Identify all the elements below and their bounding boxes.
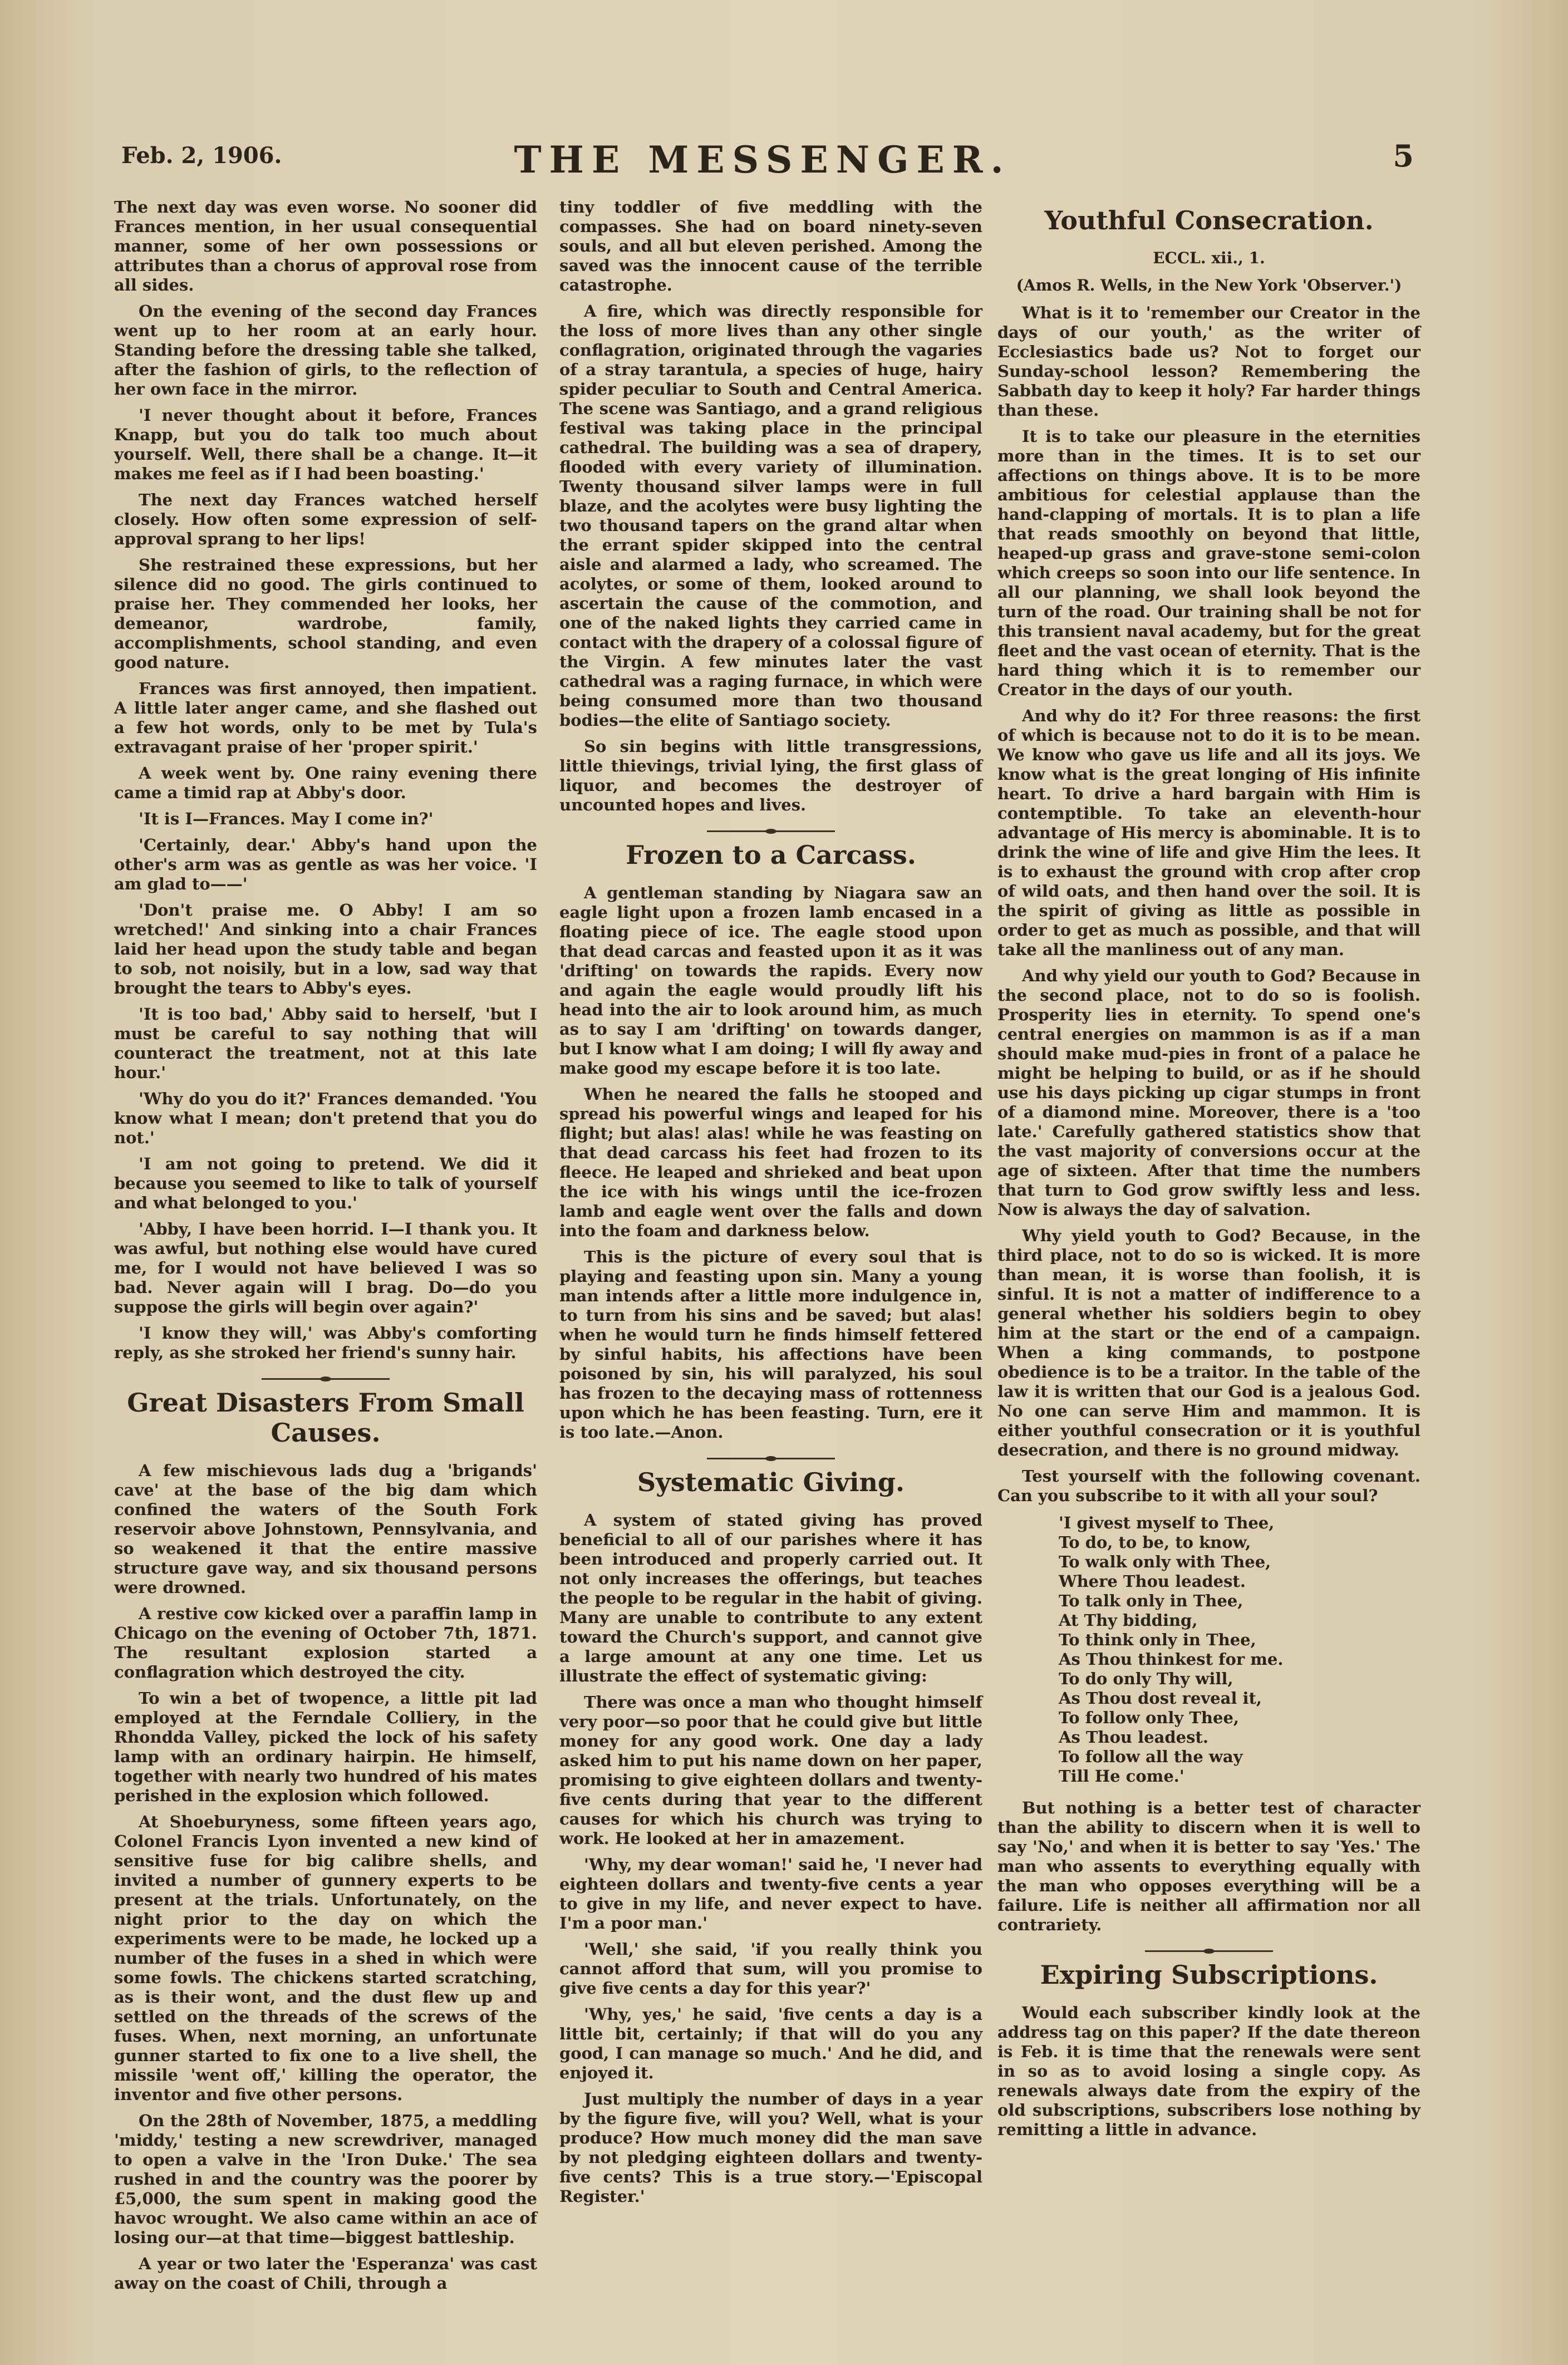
covenant-poem: [1059, 1513, 1420, 1786]
paragraph: To win a bet of twopence, a little pit lad employed at the Ferndale Colliery, in the Rhondda Valley, picked the lock of his safety lamp with an ordinary hairpin. He himself, together with nearly two hundred of his mates perished in the explosion which followed.: [114, 1689, 537, 1805]
paragraph: Why yield youth to God? Because, in the third place, not to do so is wicked. It is more than mean, it is worse than foolish, it is sinful. It is not a matter of indifference to a general whether his soldiers begin to obey him at the start or the end of a campaign. When a king commands, to postpone obedience is to be a traitor. In the table of the law it is written that our God is a jealous God. No one can serve Him and mammon. It is either youthful consecration or it is youthful desecration, and there is no ground midway.: [997, 1226, 1420, 1459]
poem-line: To do only Thy will,: [1059, 1669, 1233, 1688]
article-heading: Expiring Subscriptions.: [1040, 1960, 1378, 1990]
paragraph: 'I am not going to pretend. We did it because you seemed to like to talk of yourself and what belonged to you.': [114, 1154, 537, 1212]
paragraph: At Shoeburyness, some fifteen years ago, Colonel Francis Lyon invented a new kind of sensitive fuse for big calibre shells, and invited a number of gunnery experts to be present at the trials. Unfortunately, on the night prior to the day on which the experiments were to be made, he locked up a number of the fuses in a shed in which were some fowls. The chickens started scratching, as is their wont, and the dust flew up and settled on the threads of the screws of the fuses. When, next morning, an unfortunate gunner started to fix one to a live shell, the missile 'went off,' killing the operator, the inventor and five other persons.: [114, 1812, 537, 2104]
poem-line: As Thou dost reveal it,: [1059, 1689, 1262, 1708]
paragraph: Frances was first annoyed, then impatient. A little later anger came, and she flashed out a few hot words, only to be met by Tula's extravagant praise of her 'proper spirit.': [114, 679, 537, 756]
page-header: [111, 138, 1414, 188]
poem-line: Till He come.': [1059, 1767, 1184, 1786]
paragraph: And why do it? For three reasons: the first of which is because not to do it is to be mean. We know who gave us life and all its joys. We know what is the great longing of His infinite heart. To drive a hard bargain with Him is contemptible. To take an eleventh-hour advantage of His mercy is abominable. It is to drink the wine of life and give Him the lees. It is to exhaust the ground with crop after crop of wild oats, and then hand over the soil. It is the spirit of giving as little as possible in order to get as much as possible, and that will take all the manliness out of any man.: [997, 706, 1420, 959]
poem-line: To talk only in Thee,: [1059, 1591, 1243, 1610]
section-divider: [262, 1378, 390, 1380]
paragraph: This is the picture of every soul that is playing and feasting upon sin. Many a young man intends after a little more indulgence in, to turn from his sins and be saved; but alas! when he would turn he finds himself fettered by sinful habits, his affections have been poisoned by sin, his will paralyzed, his soul has frozen to the decaying mass of rottenness upon which he has been feasting. Turn, ere it is too late.—Anon.: [559, 1247, 982, 1442]
poem-line: To think only in Thee,: [1059, 1630, 1256, 1649]
article-heading: Frozen to a Carcass.: [626, 840, 916, 870]
paragraph: A restive cow kicked over a paraffin lamp in Chicago on the evening of October 7th, 1871. The resultant explosion started a conflagration which destroyed the city.: [114, 1604, 537, 1681]
section-divider: [1145, 1950, 1273, 1952]
column-3: [997, 198, 1420, 2146]
poem-line: 'I givest myself to Thee,: [1059, 1513, 1275, 1532]
column-2: [559, 198, 982, 2213]
paragraph: When he neared the falls he stooped and spread his powerful wings and leaped for his flight; but alas! alas! while he was feasting on that dead carcass his feet had frozen to its fleece. He leaped and shrieked and beat upon the ice with his wings until the ice-frozen lamb and eagle went over the falls and down into the foam and darkness below.: [559, 1085, 982, 1240]
paragraph: A year or two later the 'Esperanza' was cast away on the coast of Chili, through a: [114, 2254, 537, 2293]
article-heading: Great Disasters From Small Causes.: [127, 1388, 524, 1448]
paragraph: 'Abby, I have been horrid. I—I thank you. It was awful, but nothing else would have cured me, for I would not have believed I was so bad. Never again will I brag. Do—do you suppose the girls will begin over again?': [114, 1220, 537, 1316]
paragraph: 'Why, yes,' he said, 'five cents a day is a little bit, certainly; if that will do you any good, I can manage so much.' And he did, and enjoyed it.: [559, 2005, 982, 2082]
paragraph: On the evening of the second day Frances went up to her room at an early hour. Standing before the dressing table she talked, after the fashion of girls, to the reflection of her own face in the mirror.: [114, 302, 537, 399]
attribution: (Amos R. Wells, in the New York 'Observer.'): [1016, 276, 1402, 294]
paragraph: A gentleman standing by Niagara saw an eagle light upon a frozen lamb encased in a floating piece of ice. The eagle stood upon that dead carcas and feasted upon it as it was 'drifting' on towards the rapids. Every now and again the eagle would proudly lift his head into the air to look around him, as much as to say I am 'drifting' on towards danger, but I know what I am doing; I will fly away and make good my escape before it is too late.: [559, 883, 982, 1078]
paragraph: A few mischievous lads dug a 'brigands' cave' at the base of the big dam which confined the waters of the South Fork reservoir above Johnstown, Pennsylvania, and so weakened it that the entire massive structure gave way, and six thousand persons were drowned.: [114, 1461, 537, 1597]
poem-line: Where Thou leadest.: [1059, 1572, 1246, 1591]
scripture-reference: ECCL. xii., 1.: [1153, 249, 1265, 267]
poem-line: To do, to be, to know,: [1059, 1533, 1251, 1552]
poem-line: To walk only with Thee,: [1059, 1552, 1271, 1571]
paragraph: 'I never thought about it before, Frances Knapp, but you do talk too much about yourself. Well, there shall be a change. It—it makes me feel as if I had been boasting.': [114, 406, 537, 483]
paragraph: The next day Frances watched herself closely. How often some expression of self-approval sprang to her lips!: [114, 490, 537, 548]
section-divider: [707, 1458, 835, 1459]
article-heading: Systematic Giving.: [637, 1467, 905, 1497]
section-divider: [707, 830, 835, 832]
paragraph: A week went by. One rainy evening there came a timid rap at Abby's door.: [114, 764, 537, 802]
poem-line: As Thou thinkest for me.: [1059, 1650, 1284, 1669]
paragraph: And why yield our youth to God? Because in the second place, not to do so is foolish. Prosperity lies in eternity. To spend one's central energies on mammon is as if a man should make mud-pies in front of a palace he might be helping to build, or as if he should use his days picking up cigar stumps in front of a diamond mine. Moreover, there is a 'too late.' Carefully gathered statistics show that the vast majority of conversions occur at the age of sixteen. After that time the numbers that turn to God grow swiftly less and less. Now is always the day of salvation.: [997, 966, 1420, 1219]
paragraph: 'Why do you do it?' Frances demanded. 'You know what I mean; don't pretend that you do not.': [114, 1089, 537, 1147]
paragraph: There was once a man who thought himself very poor—so poor that he could give but little money for any good work. One day a lady asked him to put his name down on her paper, promising to give eighteen dollars and twenty-five cents during that year to the different causes for which his church was trying to work. He looked at her in amazement.: [559, 1693, 982, 1848]
article-heading: Youthful Consecration.: [1044, 205, 1374, 235]
paragraph: Would each subscriber kindly look at the address tag on this paper? If the date thereon is Feb. it is time that the renewals were sent in so as to avoid losing a single copy. As renewals always date from the expiry of the old subscriptions, subscribers lose nothing by remitting a little in advance.: [997, 2003, 1420, 2139]
paragraph: Just multiply the number of days in a year by the figure five, will you? Well, what is your produce? How much money did the man save by not pledging eighteen dollars and twenty-five cents? This is a true story.—'Episcopal Register.': [559, 2089, 982, 2206]
poem-line: At Thy bidding,: [1059, 1611, 1198, 1630]
poem-line: To follow only Thee,: [1059, 1708, 1239, 1727]
paragraph: 'Well,' she said, 'if you really think you cannot afford that sum, will you promise to give five cents a day for this year?': [559, 1940, 982, 1998]
paragraph: The next day was even worse. No sooner did Frances mention, in her usual consequential manner, some of her own possessions or attributes than a chorus of approval rose from all sides.: [114, 198, 537, 294]
paragraph: A fire, which was directly responsible for the loss of more lives than any other single conflagration, originated through the vagaries of a stray tarantula, a species of huge, hairy spider peculiar to South and Central America. The scene was Santiago, and a grand religious festival was taking place in the principal cathedral. The building was a sea of drapery, flooded with every variety of illumination. Twenty thousand silver lamps were in full blaze, and the acolytes were busy lighting the two thousand tapers on the grand altar when the errant spider skipped into the central aisle and alarmed a lady, who screamed. The acolytes, or some of them, looked around to ascertain the cause of the commotion, and one of the naked lights they carried came in contact with the drapery of a colossal figure of the Virgin. A few minutes later the vast cathedral was a raging furnace, in which were being consumed more than two thousand bodies—the elite of Santiago society.: [559, 302, 982, 730]
column-1: [114, 198, 537, 2300]
paragraph: A system of stated giving has proved beneficial to all of our parishes where it has been introduced and properly carried out. It not only increases the offerings, but teaches the people to be regular in the habit of giving. Many are unable to contribute to any extent toward the Church's support, and cannot give a large amount at any one time. Let us illustrate the effect of systematic giving:: [559, 1511, 982, 1685]
paragraph: 'It is I—Frances. May I come in?': [139, 809, 434, 828]
issue-date: Feb. 2, 1906.: [121, 142, 282, 169]
paragraph: tiny toddler of five meddling with the compasses. She had on board ninety-seven souls, and all but eleven perished. Among the saved was the innocent cause of the terrible catastrophe.: [559, 198, 982, 294]
masthead-title: THE MESSENGER.: [514, 138, 1011, 181]
paragraph: 'Certainly, dear.' Abby's hand upon the other's arm was as gentle as was her voice. 'I am glad to——': [114, 835, 537, 893]
poem-line: To follow all the way: [1059, 1747, 1243, 1766]
paragraph: So sin begins with little transgressions, little thievings, trivial lying, the first glass of liquor, and becomes the destroyer of uncounted hopes and lives.: [559, 737, 982, 814]
page-number: 5: [1393, 138, 1414, 174]
paragraph: 'Why, my dear woman!' said he, 'I never had eighteen dollars and twenty-five cents a year to give in my life, and never expect to have. I'm a poor man.': [559, 1855, 982, 1933]
paragraph: On the 28th of November, 1875, a meddling 'middy,' testing a new screwdriver, managed to open a valve in the 'Iron Duke.' The sea rushed in and the country was the poorer by £5,000, the sum spent in making good the havoc wrought. We also came within an ace of losing our—at that time—biggest battleship.: [114, 2111, 537, 2247]
paragraph: 'I know they will,' was Abby's comforting reply, as she stroked her friend's sunny hair.: [114, 1324, 537, 1362]
paragraph: 'Don't praise me. O Abby! I am so wretched!' And sinking into a chair Frances laid her head upon the study table and began to sob, not noisily, but in a low, sad way that brought the tears to Abby's eyes.: [114, 901, 537, 997]
paragraph: But nothing is a better test of character than the ability to discern when it is well to say 'No,' and when it is better to say 'Yes.' The man who assents to everything equally with the man who opposes everything will be a failure. Life is neither all affirmation nor all contrariety.: [997, 1798, 1420, 1934]
paragraph: 'It is too bad,' Abby said to herself, 'but I must be careful to say nothing that will counteract the treatment, not at this late hour.': [114, 1005, 537, 1082]
paragraph: What is it to 'remember our Creator in the days of our youth,' as the writer of Ecclesiastics bade us? Not to forget our Sunday-school lesson? Remembering the Sabbath day to keep it holy? Far harder things than these.: [997, 303, 1420, 420]
paragraph: Test yourself with the following covenant. Can you subscribe to it with all your soul?: [997, 1467, 1420, 1505]
poem-line: As Thou leadest.: [1059, 1728, 1208, 1747]
paragraph: She restrained these expressions, but her silence did no good. The girls continued to praise her. They commended her looks, her demeanor, wardrobe, family, accomplishments, school standing, and even good nature.: [114, 555, 537, 672]
paragraph: It is to take our pleasure in the eternities more than in the times. It is to set our affections on things above. It is to be more ambitious for celestial applause than the hand-clapping of mortals. It is to plan a life that reads smoothly on beyond that little, heaped-up grass and grave-stone semi-colon which creeps so soon into our life sentence. In all our planning, we shall look beyond the turn of the road. Our training shall be not for this transient naval academy, but for the great fleet and the vast ocean of eternity. That is the hard thing which it is to remember our Creator in the days of our youth.: [997, 427, 1420, 699]
